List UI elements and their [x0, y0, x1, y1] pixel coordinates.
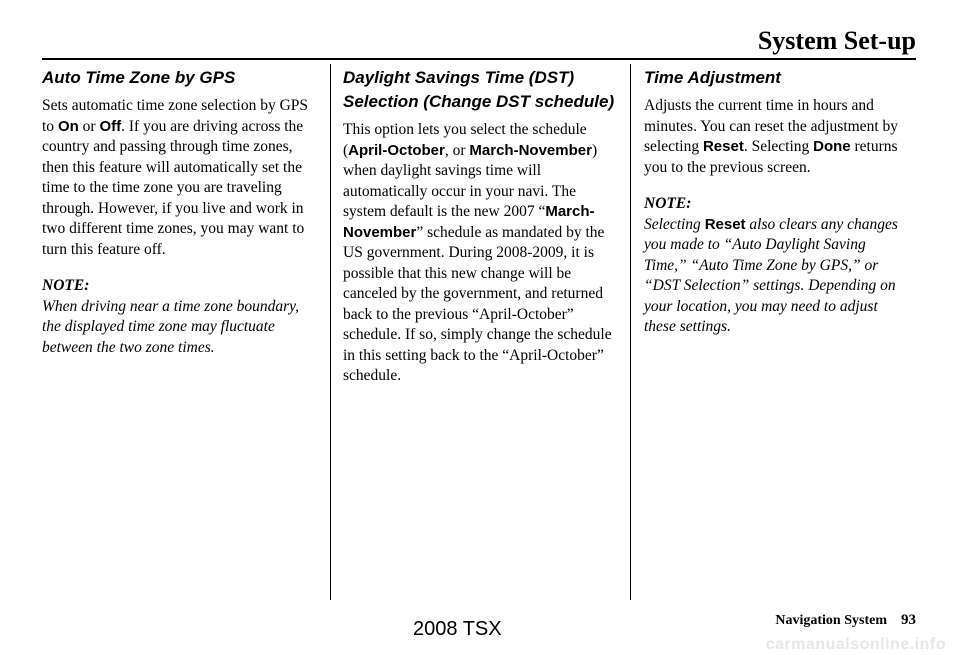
text-run: Sets automatic time zone selection by GPS to: [42, 97, 309, 135]
option-reset: Reset: [704, 215, 746, 233]
text-run: returns you to the previous screen.: [644, 138, 898, 176]
note-label: NOTE:: [42, 277, 90, 294]
option-april-october: April-October: [348, 141, 445, 159]
section-heading: Auto Time Zone by GPS: [42, 68, 236, 87]
note-text: When driving near a time zone boundary, the displayed time zone may fluctuate between the two zone times.: [42, 297, 300, 356]
text-run: , or: [444, 141, 470, 159]
section-dst-selection: [343, 66, 618, 387]
text-run: Selecting: [644, 215, 705, 233]
text-run: ) when daylight savings time will automatically occur in your navi. The system default is the new 2007 “: [343, 141, 598, 220]
text-run: . Selecting: [743, 138, 814, 155]
option-off: Off: [99, 117, 122, 135]
option-march-november-default: March-November: [343, 203, 595, 241]
text-run: ” schedule as mandated by the US government. During 2008-2009, it is possible that this new change will be canceled by the government, and returned back to the previous “April-October” schedule. If so, simply change the schedule in this setting back to the “April-October” schedule.: [343, 223, 612, 384]
option-reset: Reset: [702, 138, 744, 155]
text-run: Adjusts the current time in hours and minutes. You can reset the adjustment by selecting: [644, 97, 898, 155]
section-time-adjustment: [644, 66, 909, 338]
footer-section-name: Navigation System: [775, 613, 887, 628]
section-body: [42, 96, 312, 260]
text-run: also clears any changes you made to “Auto Daylight Saving Time,” “Auto Time Zone by GPS,” or “DST Selection” settings. Depending on your location, you may need to adjust these settings.: [644, 215, 898, 335]
option-on: On: [57, 117, 79, 135]
text-run: . If you are driving across the country and passing through time zones, then this feature will automatically set the time to the time zone you are traveling through. However, if you live and work in two different time zones, you may want to turn this feature off.: [42, 117, 305, 258]
section-heading: Time Adjustment: [644, 68, 781, 87]
section-body: [644, 96, 909, 178]
option-done: Done: [813, 138, 851, 155]
site-watermark: carmanualsonline.info: [765, 636, 946, 653]
page-number: 93: [901, 612, 916, 628]
note-label: NOTE:: [644, 195, 692, 212]
section-body: [343, 120, 618, 387]
header-rule: [42, 58, 916, 60]
model-watermark: 2008 TSX: [413, 618, 502, 640]
option-march-november: March-November: [469, 141, 592, 159]
note-text: [644, 215, 909, 338]
page-header-title: System Set-up: [757, 26, 916, 55]
text-run: This option lets you select the schedule (: [343, 121, 587, 159]
text-run: or: [78, 117, 100, 135]
section-auto-time-zone: [42, 66, 312, 358]
column-divider-2: [630, 64, 631, 600]
section-heading: Daylight Savings Time (DST) Selection (Change DST schedule): [343, 68, 615, 111]
column-divider-1: [330, 64, 331, 600]
page-footer: [775, 612, 916, 629]
